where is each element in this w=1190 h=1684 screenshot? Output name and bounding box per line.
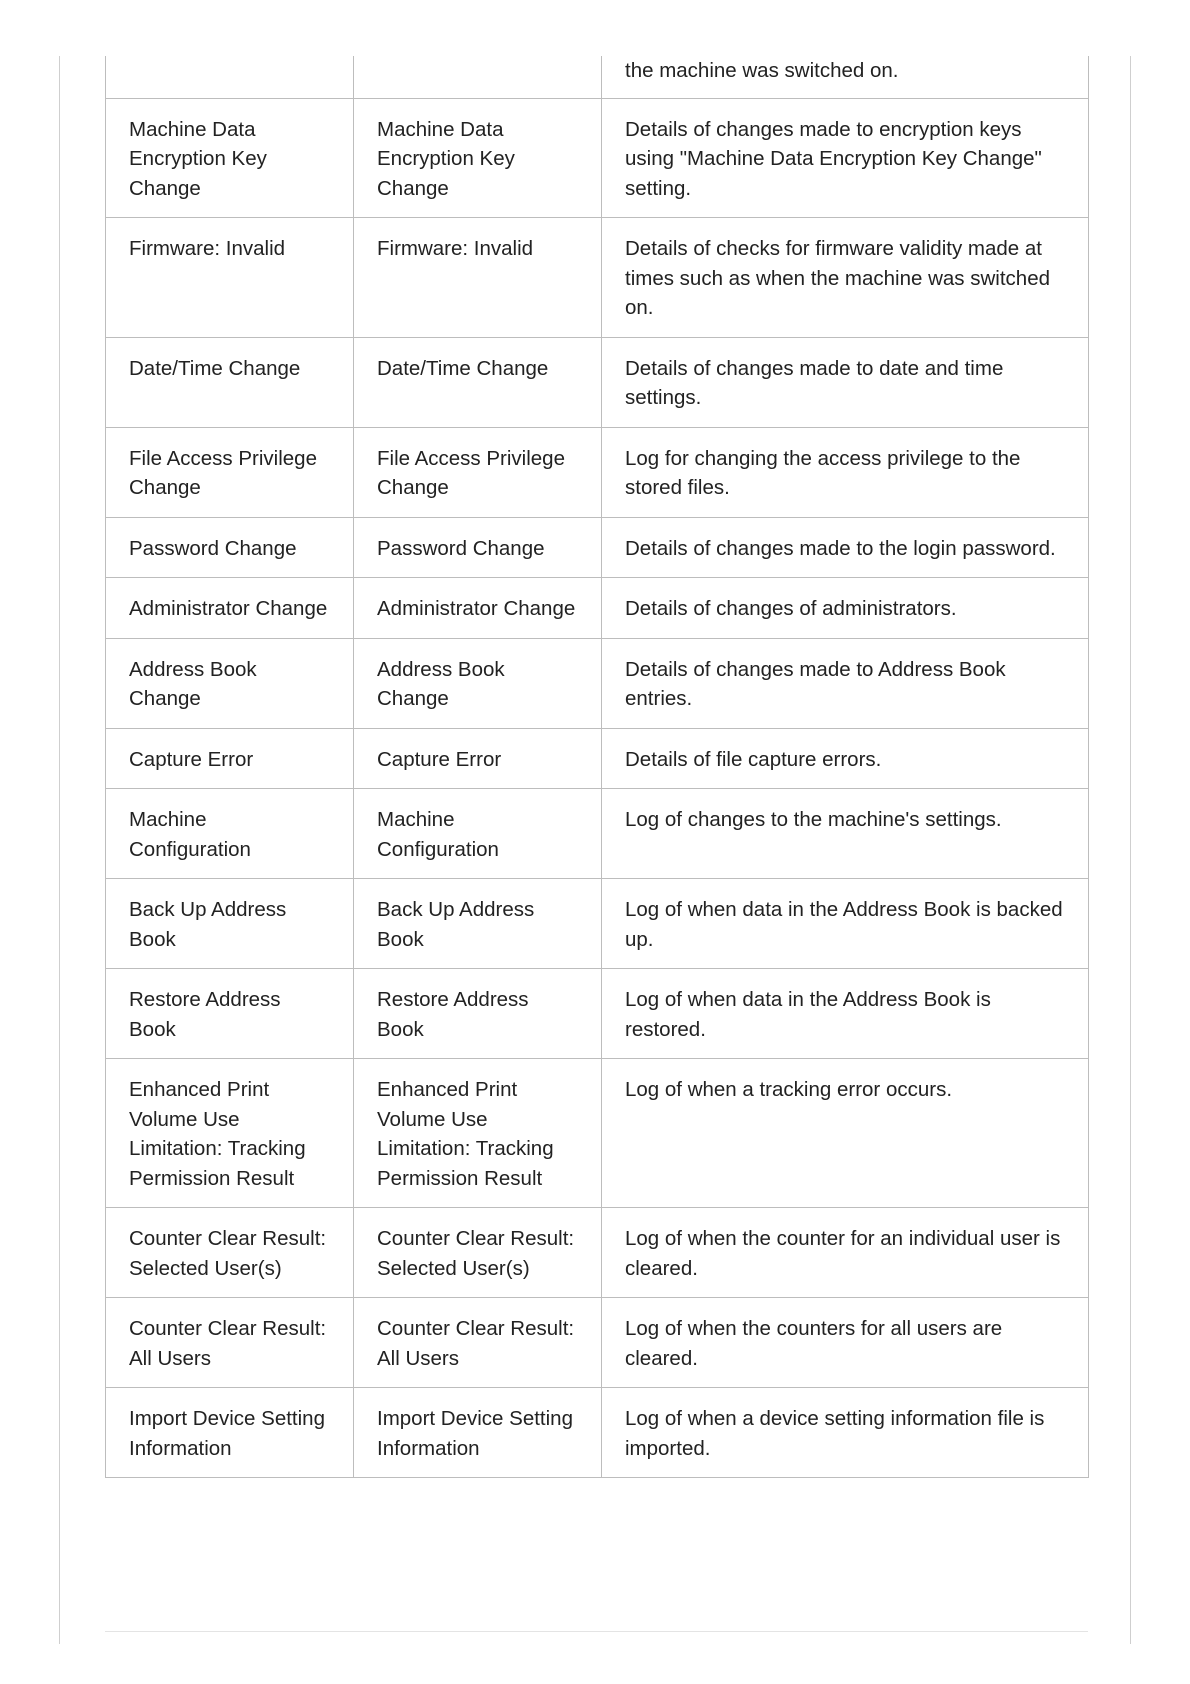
table-row	[106, 517, 1089, 578]
cell-item: Restore Address Book	[106, 969, 354, 1059]
cell-description: Log of when data in the Address Book is backed up.	[602, 879, 1089, 969]
log-items-table	[105, 56, 1089, 1478]
cell-log-type	[354, 56, 602, 98]
log-items-table-body	[106, 56, 1089, 1478]
cell-description: Log of when the counter for an individual user is cleared.	[602, 1208, 1089, 1298]
cell-log-type: Firmware: Invalid	[354, 218, 602, 338]
cell-log-type: Counter Clear Result: Selected User(s)	[354, 1208, 602, 1298]
cell-item: Machine Data Encryption Key Change	[106, 98, 354, 218]
cell-description: Log of when a tracking error occurs.	[602, 1059, 1089, 1208]
table-row	[106, 1208, 1089, 1298]
cell-item: Counter Clear Result: Selected User(s)	[106, 1208, 354, 1298]
table-row	[106, 879, 1089, 969]
table-row	[106, 337, 1089, 427]
cell-description: Log for changing the access privilege to the stored files.	[602, 427, 1089, 517]
cell-item: Administrator Change	[106, 578, 354, 639]
table-row	[106, 427, 1089, 517]
cell-item	[106, 56, 354, 98]
table-row	[106, 1388, 1089, 1478]
cell-description: the machine was switched on.	[602, 56, 1089, 98]
cell-item: Password Change	[106, 517, 354, 578]
table-row	[106, 1059, 1089, 1208]
left-page-rule	[59, 56, 60, 1644]
cell-item: Date/Time Change	[106, 337, 354, 427]
cell-item: Machine Configuration	[106, 789, 354, 879]
cell-item: Address Book Change	[106, 638, 354, 728]
cell-description: Log of when a device setting information file is imported.	[602, 1388, 1089, 1478]
cell-log-type: Capture Error	[354, 728, 602, 789]
cell-log-type: Back Up Address Book	[354, 879, 602, 969]
cell-description: Details of file capture errors.	[602, 728, 1089, 789]
cell-log-type: Administrator Change	[354, 578, 602, 639]
cell-item: File Access Privilege Change	[106, 427, 354, 517]
cell-description: Details of changes of administrators.	[602, 578, 1089, 639]
table-row	[106, 1298, 1089, 1388]
cell-item: Firmware: Invalid	[106, 218, 354, 338]
table-row	[106, 578, 1089, 639]
cell-item: Counter Clear Result: All Users	[106, 1298, 354, 1388]
cell-description: Log of when data in the Address Book is restored.	[602, 969, 1089, 1059]
table-row	[106, 728, 1089, 789]
cell-log-type: Address Book Change	[354, 638, 602, 728]
table-row	[106, 98, 1089, 218]
cell-log-type: Counter Clear Result: All Users	[354, 1298, 602, 1388]
table-row	[106, 218, 1089, 338]
cell-log-type: Enhanced Print Volume Use Limitation: Tracking Permission Result	[354, 1059, 602, 1208]
cell-description: Details of changes made to date and time settings.	[602, 337, 1089, 427]
cell-item: Enhanced Print Volume Use Limitation: Tracking Permission Result	[106, 1059, 354, 1208]
cell-item: Import Device Setting Information	[106, 1388, 354, 1478]
cell-log-type: Date/Time Change	[354, 337, 602, 427]
cell-description: Details of changes made to encryption keys using "Machine Data Encryption Key Change" setting.	[602, 98, 1089, 218]
cell-description: Details of changes made to Address Book entries.	[602, 638, 1089, 728]
cell-item: Back Up Address Book	[106, 879, 354, 969]
cell-description: Log of changes to the machine's settings.	[602, 789, 1089, 879]
cell-description: Details of checks for firmware validity made at times such as when the machine was switched on.	[602, 218, 1089, 338]
page-footer-rule	[105, 1631, 1088, 1632]
table-row	[106, 789, 1089, 879]
cell-log-type: Machine Data Encryption Key Change	[354, 98, 602, 218]
cell-log-type: Password Change	[354, 517, 602, 578]
cell-log-type: File Access Privilege Change	[354, 427, 602, 517]
cell-log-type: Machine Configuration	[354, 789, 602, 879]
cell-log-type: Import Device Setting Information	[354, 1388, 602, 1478]
cell-description: Details of changes made to the login password.	[602, 517, 1089, 578]
table-row-continued	[106, 56, 1089, 98]
cell-item: Capture Error	[106, 728, 354, 789]
right-page-rule	[1130, 56, 1131, 1644]
table-row	[106, 638, 1089, 728]
cell-log-type: Restore Address Book	[354, 969, 602, 1059]
table-row	[106, 969, 1089, 1059]
cell-description: Log of when the counters for all users are cleared.	[602, 1298, 1089, 1388]
